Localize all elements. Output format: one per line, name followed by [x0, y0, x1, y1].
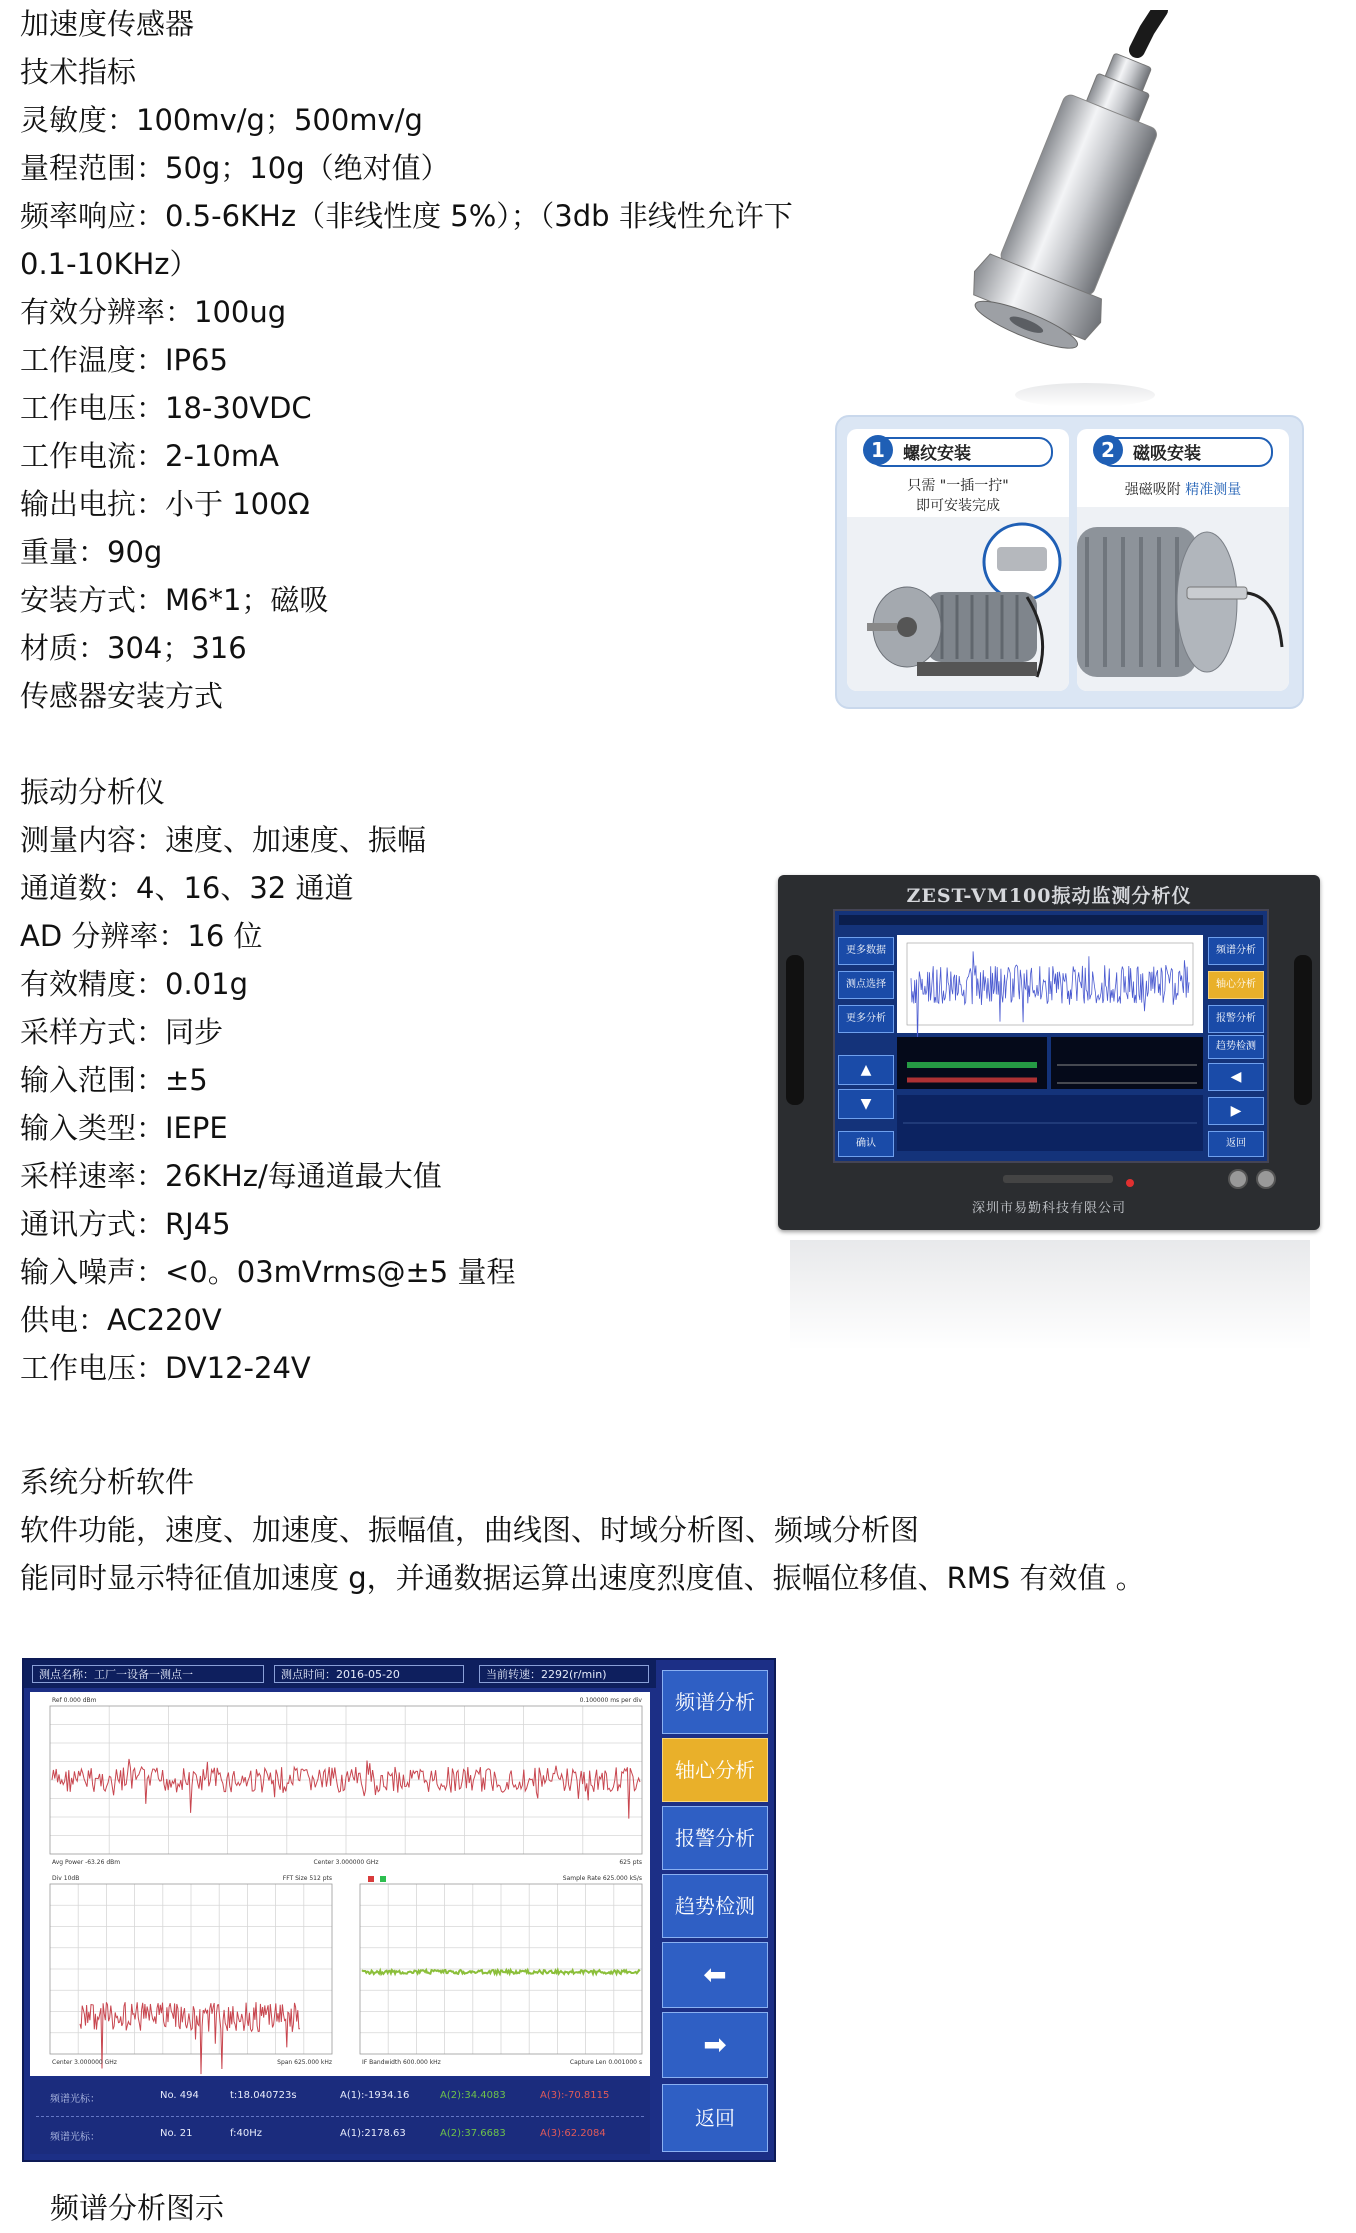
analyzer-spec-line: 有效精度：0.01g	[20, 967, 248, 1001]
spectrum-analysis-button[interactable]: 频谱分析	[662, 1670, 768, 1734]
bl-chart-center-label: Center 3.000000 GHz	[52, 2059, 117, 2066]
software-chart-panel	[30, 1692, 650, 2076]
screen-header	[24, 1660, 656, 1688]
arrow-right-button[interactable]	[662, 2012, 768, 2078]
trend-detect-button[interactable]: 趋势检测	[1208, 1035, 1264, 1059]
device-manufacturer-label: 深圳市易勤科技有限公司	[971, 1201, 1126, 1216]
sensor-spec-line: 重量：90g	[20, 535, 163, 569]
point-select-button[interactable]: 测点选择	[838, 971, 894, 999]
vibration-analyzer-device	[778, 875, 1320, 1230]
cursor-label: 频谱光标：	[50, 2132, 100, 2143]
sensor-spec-line: 频率响应：0.5-6KHz（非线性度 5%）；（3db 非线性允许下	[20, 199, 793, 233]
software-heading: 系统分析软件	[20, 1465, 195, 1499]
br-chart-bandwidth-label: IF Bandwidth 600.000 kHz	[362, 2059, 441, 2066]
cursor-a3: A(3):62.2084	[540, 2128, 606, 2139]
thread-install-card	[847, 429, 1069, 691]
bl-chart-fft-label: FFT Size 512 pts	[282, 1875, 332, 1882]
bl-chart-span-label: Span 625.000 kHz	[277, 2059, 332, 2066]
measure-time: 测点时间：2016-05-20	[274, 1665, 464, 1683]
legend-marker-green	[380, 1876, 386, 1882]
bl-chart-div-label: Div 10dB	[52, 1875, 80, 1882]
analyzer-spec-line: 供电：AC220V	[20, 1303, 222, 1337]
sensor-spec-line: 0.1-10KHz）	[20, 247, 199, 281]
arrow-right-icon: ▶	[1230, 1103, 1242, 1119]
analyzer-spec-line: 通道数：4、16、32 通道	[20, 871, 354, 905]
thread-install-line2: 即可安装完成	[916, 498, 1000, 514]
arrow-left-icon: ◀	[1230, 1069, 1242, 1085]
sensor-photo	[915, 10, 1245, 410]
axis-analysis-button[interactable]: 轴心分析	[662, 1738, 768, 1802]
cursor-no: No. 21	[160, 2128, 193, 2139]
alarm-analysis-button[interactable]: 报警分析	[662, 1806, 768, 1870]
sensor-spec-line: 量程范围：50g；10g（绝对值）	[20, 151, 450, 185]
current-speed: 当前转速：2292(r/min)	[479, 1665, 649, 1683]
software-screenshot	[22, 1658, 776, 2162]
install-methods-panel	[835, 415, 1304, 709]
right-handle	[1294, 955, 1312, 1105]
axis-analysis-button[interactable]: 轴心分析	[1208, 971, 1264, 999]
analyzer-spec-line: 采样速率：26KHz/每通道最大值	[20, 1159, 442, 1193]
cursor-a1: A(1):-1934.16	[340, 2090, 410, 2101]
cursor-time: t:18.040723s	[230, 2090, 297, 2101]
software-desc-line: 能同时显示特征值加速度 g，并通数据运算出速度烈度值、振幅位移值、RMS 有效值 。	[20, 1561, 1145, 1595]
sensor-spec-title: 技术指标	[20, 55, 137, 89]
analyzer-spec-line: 采样方式：同步	[20, 1015, 224, 1049]
magnetic-install-line1b: 精准测量	[1185, 482, 1242, 498]
magnetic-install-line1a: 强磁吸附	[1124, 482, 1181, 498]
analyzer-spec-line: 测量内容：速度、加速度、振幅	[20, 823, 427, 857]
sensor-spec-line: 工作电压：18-30VDC	[20, 391, 312, 425]
step-number-badge: 1	[863, 435, 893, 465]
thread-install-line1: 只需 "一插一拧"	[907, 478, 1009, 494]
analyzer-spec-line: 输入噪声：<0。03mVrms@±5 量程	[20, 1255, 516, 1289]
arrow-up-button[interactable]	[838, 1055, 894, 1085]
motor-magnet-illustration	[1077, 507, 1289, 691]
device-reflection	[790, 1240, 1310, 1350]
br-chart-sample-label: Sample Rate 625.000 kS/s	[562, 1875, 642, 1882]
cursor-a3: A(3):-70.8115	[540, 2090, 610, 2101]
step-number-badge: 2	[1093, 435, 1123, 465]
arrow-down-button[interactable]	[838, 1089, 894, 1119]
spectrum-figure-caption: 频谱分析图示	[50, 2191, 225, 2225]
sensor-spec-line: 材质：304；316	[20, 631, 247, 665]
more-analysis-button[interactable]: 更多分析	[838, 1005, 894, 1033]
more-data-button[interactable]: 更多数据	[838, 937, 894, 965]
confirm-button[interactable]: 确认	[838, 1131, 894, 1157]
cursor-a2: A(2):34.4083	[440, 2090, 506, 2101]
analyzer-spec-line: 工作电压：DV12-24V	[20, 1351, 311, 1385]
device-waveform-display	[897, 935, 1203, 1151]
sensor-spec-line: 安装方式：M6*1；磁吸	[20, 583, 329, 617]
device-title: ZEST-VM100振动监测分析仪	[906, 885, 1192, 907]
left-handle	[786, 955, 804, 1105]
trend-detect-button[interactable]: 趋势检测	[662, 1874, 768, 1938]
sensor-spec-line: 有效分辨率：100ug	[20, 295, 287, 329]
analyzer-spec-line: 输入范围：±5	[20, 1063, 208, 1097]
cursor-a2: A(2):37.6683	[440, 2128, 506, 2139]
top-chart-power-label: Avg Power -63.26 dBm	[52, 1859, 121, 1866]
top-chart-ref-label: Ref 0.000 dBm	[52, 1697, 97, 1704]
top-chart-center-label: Center 3.000000 GHz	[313, 1859, 379, 1866]
device-screen	[833, 909, 1269, 1163]
analyzer-heading: 振动分析仪	[20, 775, 166, 809]
analyzer-spec-line: 通讯方式：RJ45	[20, 1207, 231, 1241]
sensor-spec-line: 输出电抗：小于 100Ω	[20, 487, 310, 521]
legend-marker-red	[368, 1876, 374, 1882]
motor-thread-illustration	[847, 517, 1069, 691]
sensor-spec-line: 灵敏度：100mv/g；500mv/g	[20, 103, 423, 137]
back-button[interactable]: 返回	[662, 2084, 768, 2152]
top-chart-pts-label: 625 pts	[619, 1859, 642, 1866]
arrow-down-icon: ▼	[860, 1096, 872, 1112]
top-chart-div-label: 0.100000 ms per div	[579, 1697, 642, 1704]
arrow-right-icon: ➡	[703, 2028, 727, 2061]
software-desc-line: 软件功能，速度、加速度、振幅值，曲线图、时域分析图、频域分析图	[20, 1513, 920, 1547]
cursor-a1: A(1):2178.63	[340, 2128, 406, 2139]
arrow-left-button[interactable]	[1208, 1063, 1264, 1091]
arrow-left-icon: ⬅	[703, 1958, 727, 1991]
back-button[interactable]: 返回	[1208, 1131, 1264, 1157]
sensor-spec-line: 工作电流：2-10mA	[20, 439, 279, 473]
sensor-heading: 加速度传感器	[20, 7, 195, 41]
br-chart-capture-label: Capture Len 0.001000 s	[569, 2059, 642, 2066]
cursor-no: No. 494	[160, 2090, 199, 2101]
measure-point-name: 测点名称：工厂一设备一测点一	[32, 1665, 264, 1683]
arrow-left-button[interactable]	[662, 1942, 768, 2008]
spectrum-analysis-button[interactable]: 频谱分析	[1208, 937, 1264, 965]
arrow-right-button[interactable]	[1208, 1097, 1264, 1125]
sensor-spec-line: 工作温度：IP65	[20, 343, 228, 377]
analyzer-spec-line: 输入类型：IEPE	[20, 1111, 228, 1145]
thread-install-title: 螺纹安装	[903, 444, 971, 464]
cursor-label: 频谱光标：	[50, 2094, 100, 2105]
analyzer-spec-line: AD 分辨率：16 位	[20, 919, 263, 953]
arrow-up-icon: ▲	[860, 1062, 872, 1078]
cursor-readout	[30, 2080, 650, 2154]
magnetic-install-title: 磁吸安装	[1133, 444, 1201, 464]
sensor-spec-line: 传感器安装方式	[20, 679, 224, 713]
alarm-analysis-button[interactable]: 报警分析	[1208, 1005, 1264, 1033]
magnetic-install-card	[1077, 429, 1289, 691]
cursor-freq: f:40Hz	[230, 2128, 263, 2139]
